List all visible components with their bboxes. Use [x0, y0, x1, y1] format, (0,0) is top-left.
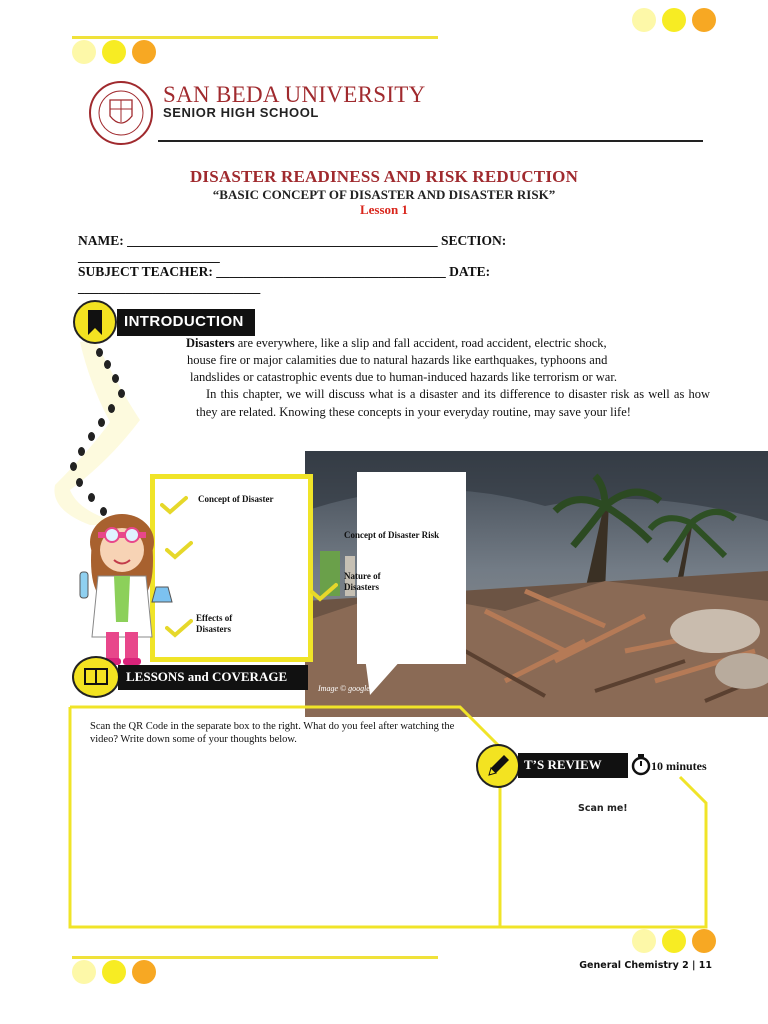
- date-label: DATE:: [449, 264, 491, 279]
- lesson-number: Lesson 1: [359, 202, 409, 217]
- decor-dot: [662, 929, 686, 953]
- university-name: SAN BEDA UNIVERSITY: [163, 82, 426, 107]
- introduction-heading: INTRODUCTION: [124, 313, 244, 330]
- lessons-heading: LESSONS and COVERAGE: [126, 669, 288, 684]
- decor-dot: [102, 960, 126, 984]
- date-blank[interactable]: ___________________________: [78, 280, 261, 295]
- coverage-item: Effects of Disasters: [196, 613, 233, 634]
- review-prompt: Scan the QR Code in the separate box to the right. What do you feel after watching the video? Write down some of your thoughts below.: [90, 721, 455, 745]
- document-subtitle: “BASIC CONCEPT OF DISASTER AND DISASTER RISK”: [212, 187, 556, 202]
- teacher-date-row[interactable]: SUBJECT TEACHER: __________________________________ DATE:: [78, 264, 491, 279]
- photo-caption: Image © google: [318, 684, 370, 693]
- review-badge: [476, 744, 520, 788]
- name-label: NAME:: [78, 233, 124, 248]
- coverage-item: Concept of Disaster Risk: [344, 530, 440, 540]
- decor-dot: [692, 929, 716, 953]
- page-footer: General Chemistry 2 | 11: [579, 960, 712, 971]
- teacher-label: SUBJECT TEACHER:: [78, 264, 213, 279]
- coverage-item: Concept of Disaster: [198, 494, 274, 504]
- document-title: DISASTER READINESS AND RISK REDUCTION: [189, 167, 579, 186]
- review-heading: T’S REVIEW: [524, 757, 602, 772]
- intro-lead-word: Disasters: [186, 336, 235, 350]
- intro-paragraph-1-line-2: house fire or major calamities due to natural hazards like earthquakes, typhoons and: [187, 353, 608, 367]
- decor-dot: [72, 960, 96, 984]
- intro-paragraph-2: In this chapter, we will discuss what is a disaster and its difference to disaster risk as well as how they are related. Knowing these concepts in your everyday routine, may save your life!: [196, 387, 710, 419]
- review-time: 10 minutes: [651, 759, 707, 773]
- pencil-icon: [478, 746, 518, 786]
- section-label: SECTION:: [441, 233, 507, 248]
- coverage-item: Nature of Disasters: [344, 571, 381, 592]
- decor-line: [72, 956, 438, 959]
- intro-paragraph-1-line-3: landslides or catastrophic events due to human-induced hazards like terrorism or war.: [190, 370, 617, 384]
- name-section-row[interactable]: NAME: ______________________________________________ SECTION:: [78, 233, 507, 248]
- decor-dot: [132, 960, 156, 984]
- section-blank[interactable]: _____________________: [78, 249, 220, 264]
- decor-dot: [632, 929, 656, 953]
- scan-me-label: Scan me!: [578, 803, 628, 814]
- intro-paragraph-1: Disasters are everywhere, like a slip and fall accident, road accident, electric shock,: [186, 336, 607, 350]
- stopwatch-icon: [631, 754, 651, 776]
- school-name: SENIOR HIGH SCHOOL: [163, 105, 319, 120]
